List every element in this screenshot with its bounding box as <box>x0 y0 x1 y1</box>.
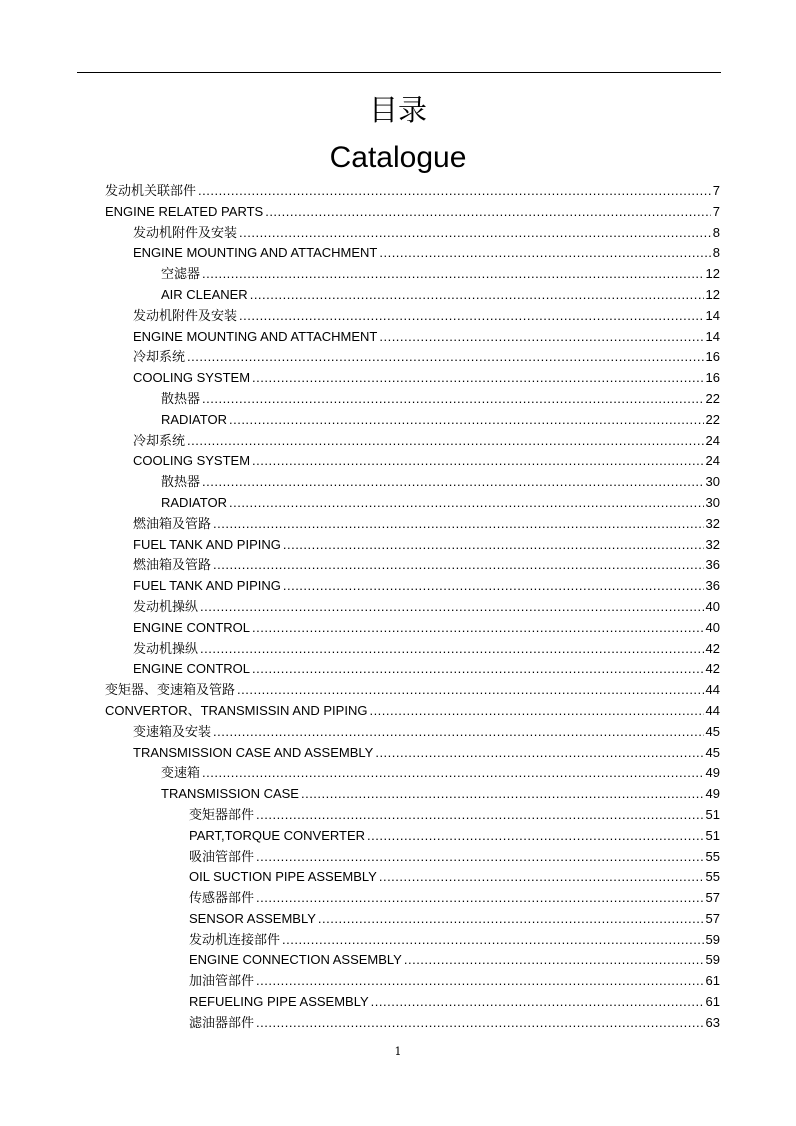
toc-entry-page: 7 <box>712 183 720 198</box>
dot-leader <box>265 202 711 223</box>
toc-entry-page: 36 <box>705 557 720 573</box>
dot-leader <box>256 847 704 868</box>
toc-entry-label: 加油管部件 <box>189 973 255 989</box>
dot-leader <box>200 597 704 618</box>
toc-entry[interactable] <box>105 743 720 764</box>
toc-entry-label: CONVERTOR、TRANSMISSIN AND PIPING <box>105 702 368 718</box>
toc-entry[interactable] <box>105 701 720 722</box>
toc-entry-page: 57 <box>705 910 720 926</box>
toc-entry[interactable] <box>105 805 720 826</box>
dot-leader <box>213 722 704 743</box>
toc-entry-label: 传感器部件 <box>189 890 255 906</box>
toc-entry-page: 30 <box>705 474 720 490</box>
dot-leader <box>252 451 704 472</box>
toc-entry-label: TRANSMISSION CASE <box>161 786 299 802</box>
dot-leader <box>318 909 704 930</box>
toc-entry-page: 63 <box>705 1014 720 1030</box>
toc-entry-label: PART,TORQUE CONVERTER <box>189 827 366 843</box>
toc-entry-page: 49 <box>705 786 720 802</box>
dot-leader <box>252 659 704 680</box>
dot-leader <box>198 181 711 202</box>
toc-entry-label: 变速箱 <box>161 765 201 781</box>
toc-entry-page: 61 <box>705 994 720 1010</box>
dot-leader <box>202 264 704 285</box>
toc-entry[interactable] <box>105 327 720 348</box>
dot-leader <box>237 680 704 701</box>
toc-entry[interactable] <box>105 243 720 264</box>
toc-entry-page: 16 <box>705 370 720 386</box>
toc-entry[interactable] <box>105 472 720 493</box>
toc-entry-page: 22 <box>705 390 720 406</box>
toc-entry-label: 散热器 <box>161 474 201 490</box>
toc-entry-label: ENGINE CONTROL <box>133 661 251 677</box>
toc-entry-label: 发动机关联部件 <box>105 183 197 198</box>
toc-entry-label: 燃油箱及管路 <box>133 557 212 573</box>
toc-entry[interactable] <box>105 992 720 1013</box>
dot-leader <box>200 639 704 660</box>
dot-leader <box>379 327 703 348</box>
dot-leader <box>256 888 704 909</box>
toc-entry-page: 7 <box>712 203 720 219</box>
toc-entry[interactable] <box>105 451 720 472</box>
dot-leader <box>187 347 704 368</box>
dot-leader <box>239 223 711 244</box>
toc-entry[interactable] <box>105 597 720 618</box>
toc-entry-page: 16 <box>705 349 720 365</box>
toc-entry[interactable] <box>105 847 720 868</box>
toc-entry[interactable] <box>105 930 720 951</box>
toc-entry-page: 8 <box>712 245 720 261</box>
dot-leader <box>252 618 704 639</box>
toc-entry-page: 59 <box>705 931 720 947</box>
toc-entry[interactable] <box>105 514 720 535</box>
toc-entry-label: 滤油器部件 <box>189 1014 255 1030</box>
toc-entry[interactable] <box>105 680 720 701</box>
toc-entry[interactable] <box>105 784 720 805</box>
toc-entry[interactable] <box>105 431 720 452</box>
toc-entry-page: 51 <box>705 827 720 843</box>
dot-leader <box>369 701 703 722</box>
toc-entry-page: 44 <box>705 682 720 698</box>
toc-entry-label: 变矩器部件 <box>189 806 255 822</box>
toc-entry-page: 51 <box>705 806 720 822</box>
toc-entry[interactable] <box>105 722 720 743</box>
toc-entry[interactable] <box>105 639 720 660</box>
toc-entry-page: 14 <box>705 307 720 323</box>
toc-entry-label: 冷却系统 <box>133 349 186 365</box>
toc-entry[interactable] <box>105 888 720 909</box>
toc-entry[interactable] <box>105 555 720 576</box>
dot-leader <box>282 930 704 951</box>
toc-entry[interactable] <box>105 306 720 327</box>
toc-entry[interactable] <box>105 763 720 784</box>
toc-entry-label: 变矩器、变速箱及管路 <box>105 682 236 698</box>
table-of-contents <box>105 181 720 1034</box>
toc-entry-label: ENGINE CONTROL <box>133 619 251 635</box>
toc-entry-page: 24 <box>705 453 720 469</box>
dot-leader <box>371 992 704 1013</box>
toc-entry-label: ENGINE MOUNTING AND ATTACHMENT <box>133 328 378 344</box>
toc-entry[interactable] <box>105 867 720 888</box>
toc-entry-label: COOLING SYSTEM <box>133 370 251 386</box>
toc-entry-page: 45 <box>705 744 720 760</box>
toc-entry-page: 14 <box>705 328 720 344</box>
toc-entry-label: 散热器 <box>161 390 201 406</box>
toc-entry-page: 12 <box>705 286 720 302</box>
dot-leader <box>229 410 704 431</box>
dot-leader <box>256 805 704 826</box>
toc-entry-page: 44 <box>705 702 720 718</box>
toc-entry[interactable] <box>105 1013 720 1034</box>
toc-entry-page: 36 <box>705 578 720 594</box>
dot-leader <box>283 535 704 556</box>
toc-entry-label: FUEL TANK AND PIPING <box>133 536 281 552</box>
toc-entry-page: 57 <box>705 890 720 906</box>
toc-entry-label: 发动机操纵 <box>133 598 199 614</box>
toc-entry-page: 40 <box>705 619 720 635</box>
toc-entry-page: 22 <box>705 411 720 427</box>
toc-entry[interactable] <box>105 826 720 847</box>
header-rule <box>77 72 721 73</box>
toc-entry-label: OIL SUCTION PIPE ASSEMBLY <box>189 869 377 885</box>
toc-entry-page: 61 <box>705 973 720 989</box>
toc-entry[interactable] <box>105 368 720 389</box>
dot-leader <box>252 368 704 389</box>
dot-leader <box>202 763 704 784</box>
toc-entry-label: 发动机连接部件 <box>189 931 281 947</box>
toc-entry-page: 42 <box>705 661 720 677</box>
toc-entry-label: 空滤器 <box>161 266 201 282</box>
dot-leader <box>202 389 704 410</box>
dot-leader <box>256 971 704 992</box>
toc-entry[interactable] <box>105 264 720 285</box>
toc-entry-label: 发动机附件及安装 <box>133 224 238 240</box>
dot-leader <box>187 431 704 452</box>
toc-entry-label: ENGINE MOUNTING AND ATTACHMENT <box>133 245 378 261</box>
toc-entry[interactable] <box>105 223 720 244</box>
toc-entry-page: 30 <box>705 494 720 510</box>
toc-entry[interactable] <box>105 285 720 306</box>
toc-entry-page: 12 <box>705 266 720 282</box>
toc-entry-page: 59 <box>705 952 720 968</box>
toc-entry-page: 55 <box>705 848 720 864</box>
toc-entry-page: 42 <box>705 640 720 656</box>
toc-entry-page: 32 <box>705 515 720 531</box>
dot-leader <box>379 243 710 264</box>
toc-entry-label: 变速箱及安装 <box>133 723 212 739</box>
dot-leader <box>283 576 704 597</box>
dot-leader <box>367 826 704 847</box>
toc-entry[interactable] <box>105 410 720 431</box>
title-chinese: 目录 <box>368 93 427 127</box>
dot-leader <box>256 1013 704 1034</box>
toc-entry-page: 32 <box>705 536 720 552</box>
toc-entry-label: 吸油管部件 <box>189 848 255 864</box>
dot-leader <box>301 784 704 805</box>
toc-entry-label: REFUELING PIPE ASSEMBLY <box>189 994 369 1010</box>
dot-leader <box>229 493 704 514</box>
dot-leader <box>202 472 704 493</box>
toc-entry-label: ENGINE RELATED PARTS <box>105 203 264 219</box>
dot-leader <box>404 950 704 971</box>
toc-entry-label: 冷却系统 <box>133 432 186 448</box>
toc-entry[interactable] <box>105 659 720 680</box>
toc-entry-label: COOLING SYSTEM <box>133 453 251 469</box>
dot-leader <box>375 743 703 764</box>
toc-entry[interactable] <box>105 971 720 992</box>
toc-entry[interactable] <box>105 576 720 597</box>
toc-entry-label: 发动机附件及安装 <box>133 307 238 323</box>
dot-leader <box>250 285 704 306</box>
toc-entry-label: FUEL TANK AND PIPING <box>133 578 281 594</box>
toc-entry-label: ENGINE CONNECTION ASSEMBLY <box>189 952 402 968</box>
toc-entry[interactable] <box>105 493 720 514</box>
title-english: Catalogue <box>329 141 467 174</box>
dot-leader <box>379 867 704 888</box>
toc-entry[interactable] <box>105 389 720 410</box>
toc-entry-label: 发动机操纵 <box>133 640 199 656</box>
toc-entry-label: TRANSMISSION CASE AND ASSEMBLY <box>133 744 374 760</box>
toc-entry[interactable] <box>105 909 720 930</box>
toc-entry-page: 45 <box>705 723 720 739</box>
toc-entry[interactable] <box>105 535 720 556</box>
dot-leader <box>213 555 704 576</box>
toc-entry-page: 49 <box>705 765 720 781</box>
toc-entry[interactable] <box>105 347 720 368</box>
dot-leader <box>213 514 704 535</box>
toc-entry-page: 8 <box>712 224 720 240</box>
page-number: 1 <box>394 1045 402 1058</box>
toc-entry[interactable] <box>105 618 720 639</box>
toc-entry[interactable] <box>105 950 720 971</box>
toc-entry-page: 40 <box>705 598 720 614</box>
toc-entry-page: 55 <box>705 869 720 885</box>
toc-entry-label: RADIATOR <box>161 494 227 510</box>
toc-entry[interactable] <box>105 181 720 202</box>
dot-leader <box>239 306 704 327</box>
toc-entry-label: 燃油箱及管路 <box>133 515 212 531</box>
toc-entry[interactable] <box>105 202 720 223</box>
toc-entry-label: SENSOR ASSEMBLY <box>189 910 316 926</box>
toc-entry-label: RADIATOR <box>161 411 227 427</box>
toc-entry-label: AIR CLEANER <box>161 286 248 302</box>
toc-entry-page: 24 <box>705 432 720 448</box>
